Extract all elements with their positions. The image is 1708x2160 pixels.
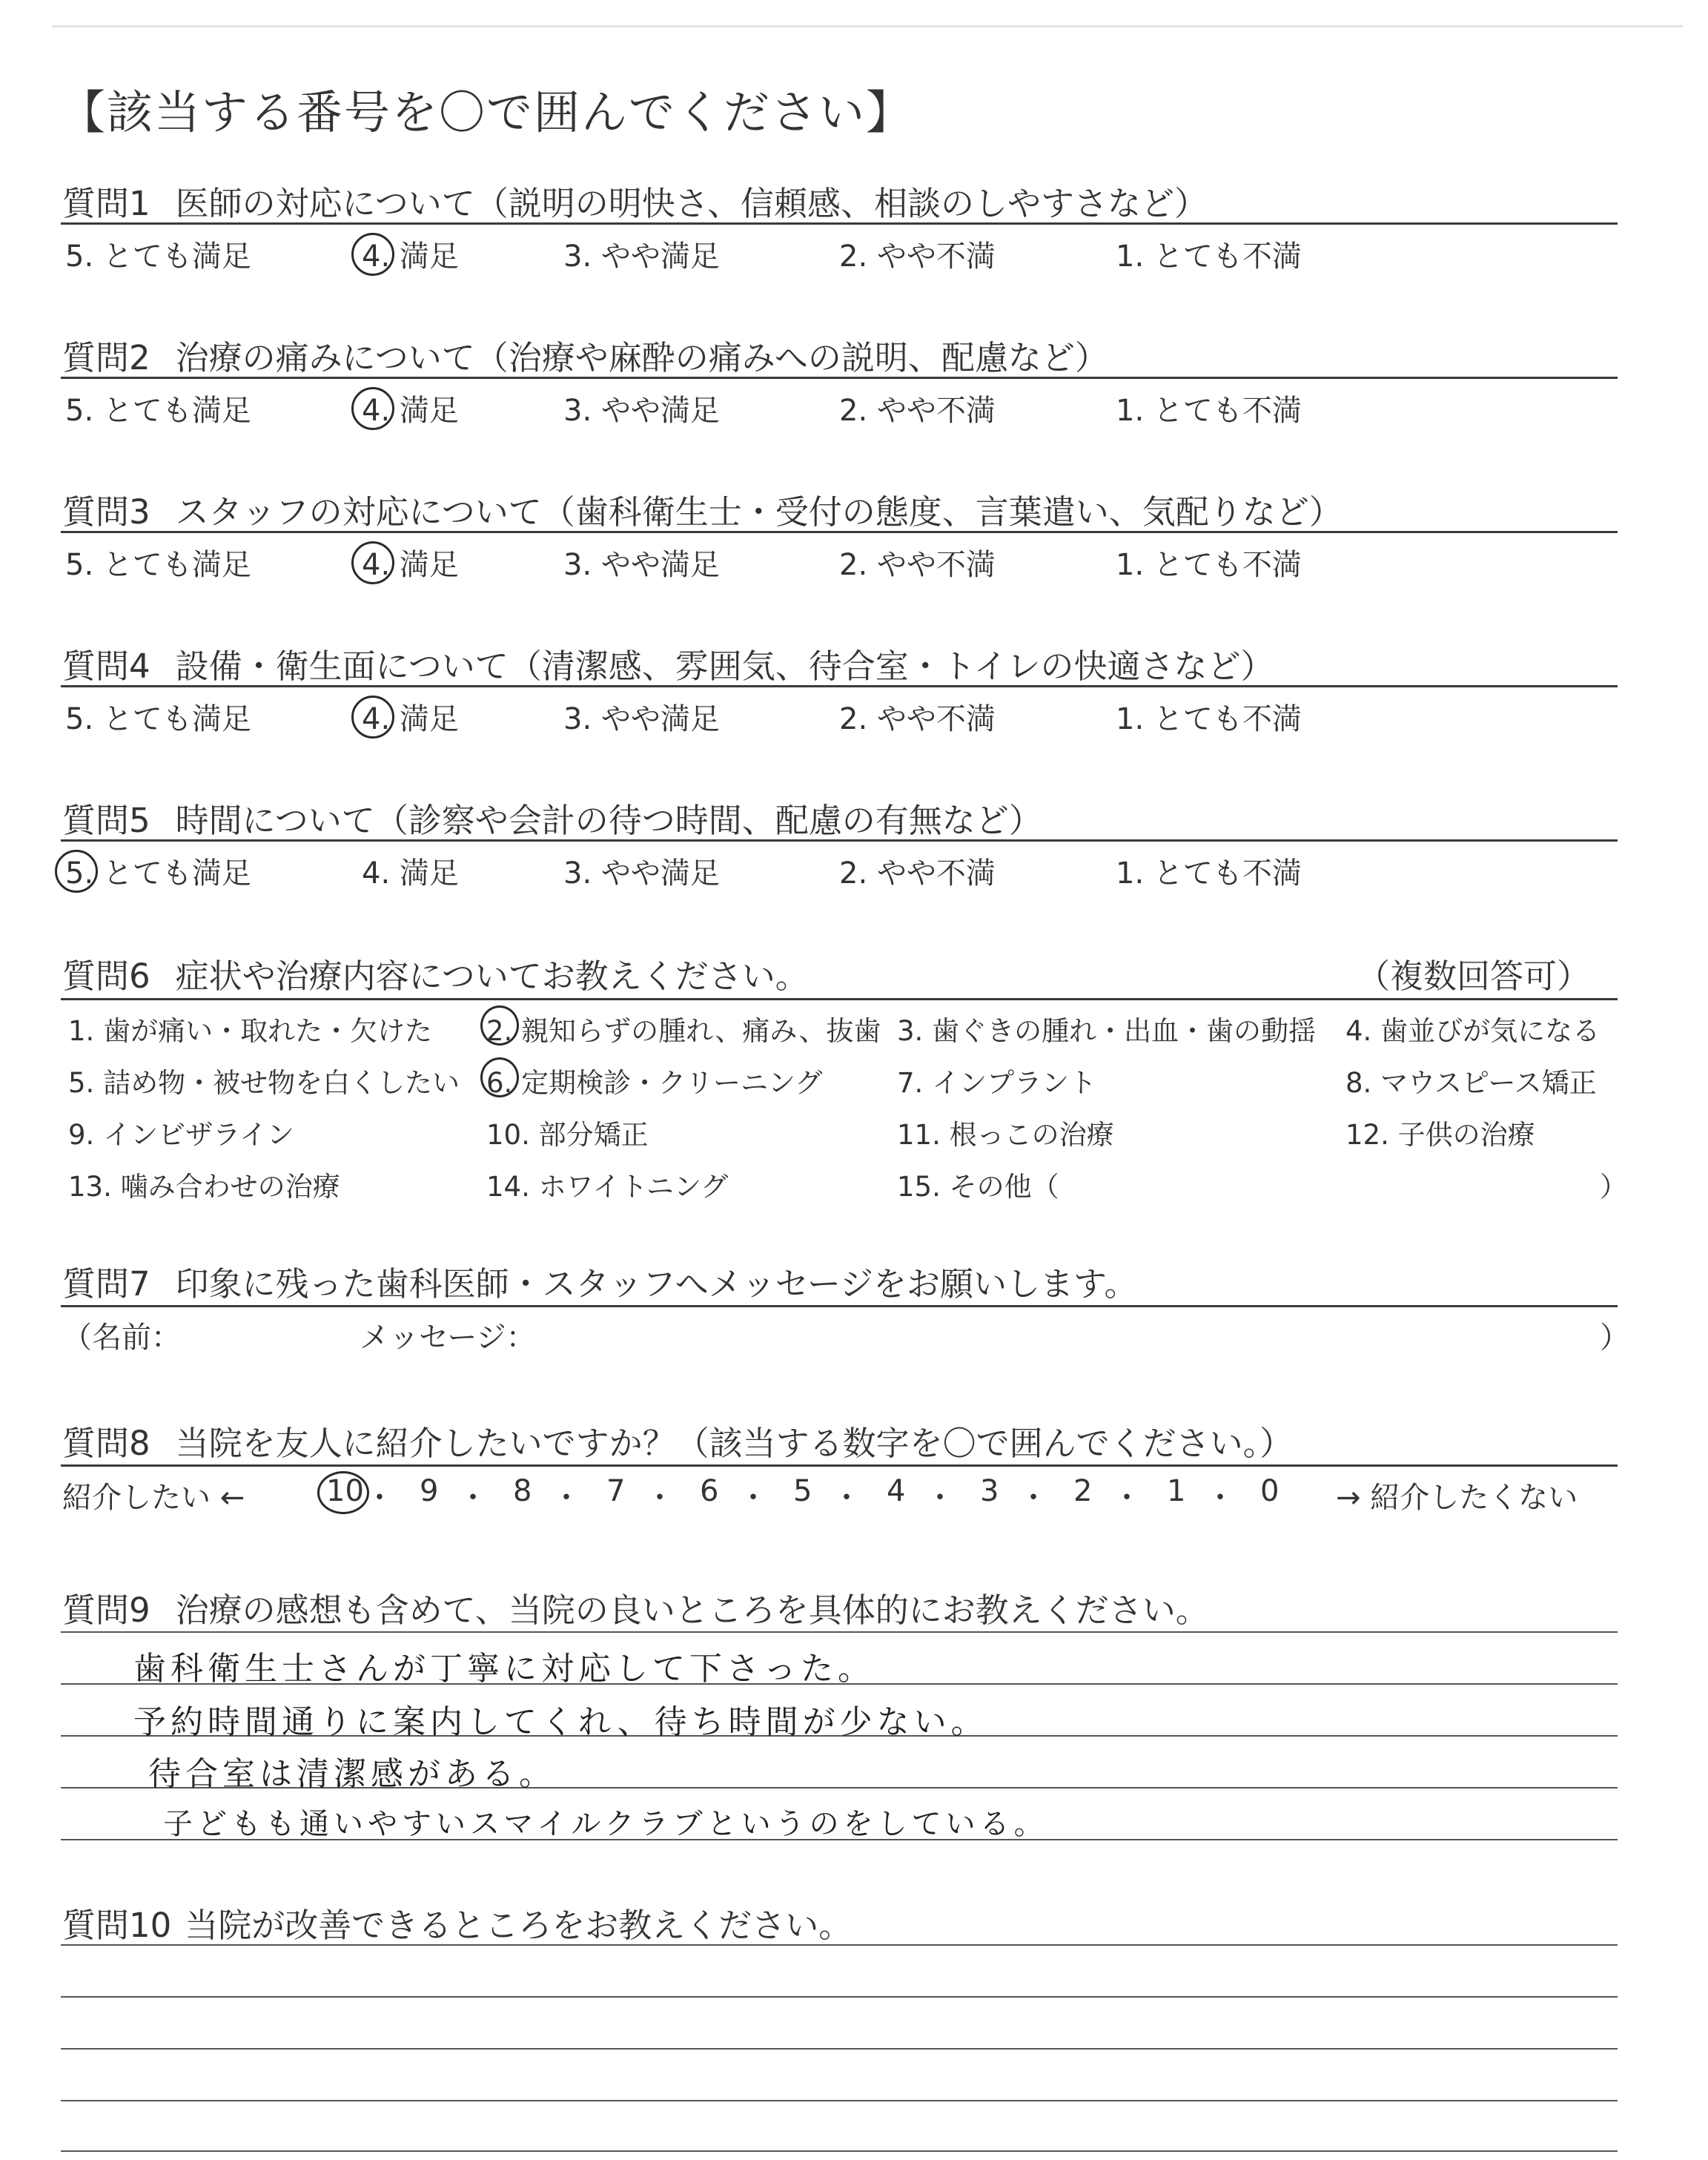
q2-heading	[62, 331, 1108, 379]
rating-option: 1. とても不満	[1116, 856, 1302, 891]
q10-line	[61, 2048, 1618, 2050]
q8-scale-value: 8	[513, 1474, 532, 1508]
q3-number: 質問3	[62, 492, 150, 532]
q6-heading	[62, 949, 809, 997]
q1-rule	[61, 222, 1618, 225]
rating-option: 2. やや不満	[839, 702, 996, 736]
q6-item: 3. 歯ぐきの腫れ・出血・歯の動揺	[897, 1015, 1317, 1047]
rating-option: 2. やや不満	[839, 856, 996, 891]
q8-number: 質問8	[62, 1424, 150, 1463]
q6-item: 1. 歯が痛い・取れた・欠けた	[68, 1015, 433, 1047]
rating-option: 4. 満足	[362, 394, 459, 428]
q1-number: 質問1	[62, 184, 150, 223]
q4-number: 質問4	[62, 647, 150, 686]
rating-option: 1. とても不満	[1116, 394, 1302, 428]
q10-line	[61, 1996, 1618, 1998]
q8-separator: ・	[1112, 1481, 1142, 1515]
selection-circle	[55, 850, 98, 893]
q6-item: 5. 詰め物・被せ物を白くしたい	[68, 1067, 460, 1099]
q6-text: 症状や治療内容についてお教えください。	[175, 957, 809, 996]
q6-item: 4. 歯並びが気になる	[1345, 1015, 1601, 1047]
q8-separator: ・	[458, 1481, 488, 1515]
q5-text: 時間について（診察や会計の待つ時間、配慮の有無など）	[175, 801, 1042, 840]
q6-item: 15. その他（	[897, 1171, 1059, 1203]
q6-item: 10. 部分矯正	[486, 1119, 649, 1151]
rating-option: 2. やや不満	[839, 240, 996, 274]
q9-text: 治療の感想も含めて、当院の良いところを具体的にお教えください。	[175, 1591, 1209, 1630]
q1-heading	[62, 176, 1208, 225]
q6-item: 12. 子供の治療	[1345, 1119, 1535, 1151]
q5-rule	[61, 839, 1618, 842]
q7-close-paren: ）	[1600, 1321, 1629, 1355]
q7-name-label: （名前：	[62, 1321, 181, 1355]
q6-item: 14. ホワイトニング	[486, 1171, 729, 1203]
rating-option: 1. とても不満	[1116, 548, 1302, 582]
rating-option: 4. 満足	[362, 548, 459, 582]
q5-number: 質問5	[62, 801, 150, 840]
q8-rule	[61, 1464, 1618, 1467]
q8-text: 当院を友人に紹介したいですか？（該当する数字を〇で囲んでください。）	[175, 1424, 1294, 1463]
q9-answer-line: 歯科衛生士さんが丁寧に対応して下さった。	[133, 1650, 875, 1688]
q6-note: （複数回答可）	[1357, 957, 1591, 996]
rating-option: 4. 満足	[362, 702, 459, 736]
q6-rule	[61, 998, 1618, 1000]
selection-circle	[351, 696, 394, 739]
q6-item: 9. インビザライン	[68, 1119, 294, 1151]
q7-number: 質問7	[62, 1264, 150, 1304]
q6-item: 11. 根っこの治療	[897, 1119, 1114, 1151]
q8-right-label: → 紹介したくない	[1336, 1481, 1578, 1515]
q8-separator: ・	[738, 1481, 768, 1515]
q8-scale-value: 9	[420, 1474, 439, 1508]
page-title: 【該当する番号を〇で囲んでください】	[59, 85, 914, 139]
q6-item: 13. 噛み合わせの治療	[68, 1171, 340, 1203]
q8-separator: ・	[925, 1481, 955, 1515]
rating-option: 3. やや満足	[563, 702, 720, 736]
selection-circle	[351, 387, 394, 430]
q8-heading	[62, 1416, 1293, 1464]
rating-option: 1. とても不満	[1116, 240, 1302, 274]
q9-number: 質問9	[62, 1591, 150, 1630]
q8-scale-value: 10	[326, 1474, 364, 1508]
q7-heading	[62, 1257, 1137, 1305]
q7-message-label: メッセージ：	[360, 1321, 536, 1355]
rating-option: 3. やや満足	[563, 548, 720, 582]
q4-rule	[61, 685, 1618, 687]
q8-separator: ・	[552, 1481, 581, 1515]
top-edge-line	[52, 25, 1683, 27]
q1-text: 医師の対応について（説明の明快さ、信頼感、相談のしやすさなど）	[175, 184, 1208, 223]
q7-text: 印象に残った歯科医師・スタッフへメッセージをお願いします。	[175, 1264, 1138, 1304]
q3-rule	[61, 531, 1618, 533]
q8-separator: ・	[365, 1481, 394, 1515]
q9-answer-line: 子どもも通いやすいスマイルクラブというのをしている。	[163, 1807, 1048, 1841]
selection-circle	[317, 1471, 369, 1514]
q3-text: スタッフの対応について（歯科衛生士・受付の態度、言葉遣い、気配りなど）	[175, 492, 1343, 532]
rating-option: 3. やや満足	[563, 856, 720, 891]
q10-line	[61, 2150, 1618, 2152]
rating-option: 1. とても不満	[1116, 702, 1302, 736]
q8-scale-value: 7	[606, 1474, 626, 1508]
q4-text: 設備・衛生面について（清潔感、雰囲気、待合室・トイレの快適さなど）	[175, 647, 1274, 686]
q9-line	[61, 1631, 1618, 1633]
q8-separator: ・	[832, 1481, 861, 1515]
rating-option: 4. 満足	[362, 240, 459, 274]
q8-scale-value: 6	[700, 1474, 719, 1508]
rating-option: 5. とても満足	[65, 702, 251, 736]
q8-scale-value: 0	[1260, 1474, 1280, 1508]
q7-rule	[61, 1305, 1618, 1307]
q10-heading	[62, 1898, 852, 1946]
q10-line	[61, 2100, 1618, 2101]
rating-option: 5. とても満足	[65, 856, 251, 891]
q8-scale-value: 4	[887, 1474, 906, 1508]
rating-option: 5. とても満足	[65, 394, 251, 428]
q6-item: 7. インプラント	[897, 1067, 1097, 1099]
q9-heading	[62, 1583, 1209, 1631]
q9-answer-line: 待合室は清潔感がある。	[148, 1755, 556, 1793]
selection-circle	[351, 233, 394, 276]
q10-number: 質問10	[62, 1906, 172, 1945]
selection-circle	[480, 1057, 519, 1097]
q6-item: 8. マウスピース矯正	[1345, 1067, 1597, 1099]
q9-answer-line: 予約時間通りに案内してくれ、待ち時間が少ない。	[133, 1703, 988, 1741]
q8-separator: ・	[1205, 1481, 1235, 1515]
q3-heading	[62, 485, 1343, 533]
q10-line	[61, 1944, 1618, 1946]
rating-option: 3. やや満足	[563, 394, 720, 428]
q2-number: 質問2	[62, 338, 150, 377]
rating-option: 2. やや不満	[839, 394, 996, 428]
q8-scale-value: 3	[980, 1474, 999, 1508]
rating-option: 5. とても満足	[65, 548, 251, 582]
rating-option: 3. やや満足	[563, 240, 720, 274]
q4-heading	[62, 639, 1274, 687]
q5-heading	[62, 793, 1042, 842]
q8-scale-value: 2	[1073, 1474, 1093, 1508]
q2-rule	[61, 377, 1618, 379]
selection-circle	[480, 1005, 519, 1046]
q6-number: 質問6	[62, 957, 150, 996]
selection-circle	[351, 541, 394, 584]
rating-option: 4. 満足	[362, 856, 459, 891]
q8-separator: ・	[645, 1481, 675, 1515]
q6-close-paren: ）	[1600, 1171, 1627, 1203]
q8-left-label: 紹介したい ←	[62, 1481, 245, 1515]
rating-option: 5. とても満足	[65, 240, 251, 274]
rating-option: 2. やや不満	[839, 548, 996, 582]
q8-separator: ・	[1019, 1481, 1048, 1515]
q8-scale-value: 1	[1167, 1474, 1186, 1508]
q10-text: 当院が改善できるところをお教えください。	[185, 1906, 853, 1945]
q6-item: 2. 親知らずの腫れ、痛み、抜歯	[486, 1015, 881, 1047]
q8-scale-value: 5	[793, 1474, 812, 1508]
q6-item: 6. 定期検診・クリーニング	[486, 1067, 823, 1099]
q2-text: 治療の痛みについて（治療や麻酔の痛みへの説明、配慮など）	[175, 338, 1108, 377]
